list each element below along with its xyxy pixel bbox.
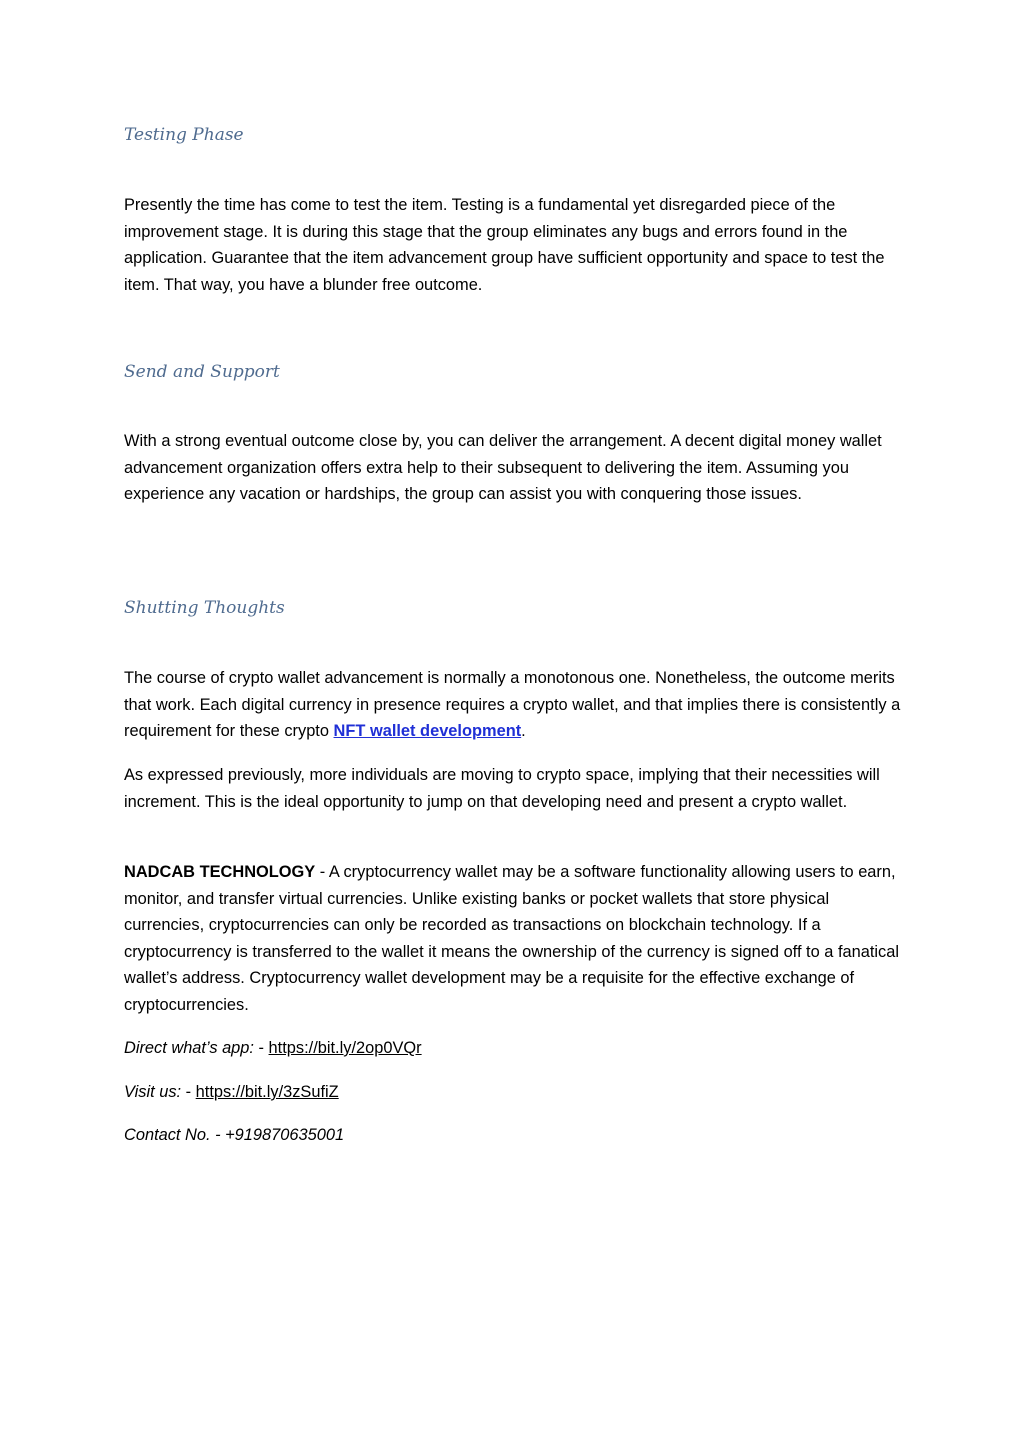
heading-send-and-support: Send and Support <box>124 362 280 382</box>
heading-testing-phase: Testing Phase <box>124 125 244 145</box>
paragraph-testing-phase: Presently the time has come to test the item. Testing is a fundamental yet disregarded piece of the improvement stage. It is during this stage that the group eliminates any bugs and errors found in the application. Guarantee that the item advancement group have sufficient opportunity and space to test the item. That way, you have a blunder free outcome. <box>124 196 885 294</box>
company-name: NADCAB TECHNOLOGY <box>124 863 316 881</box>
nft-wallet-development-link[interactable]: NFT wallet development <box>333 722 522 740</box>
whatsapp-label: Direct what’s app: <box>124 1039 259 1057</box>
visit-label: Visit us: <box>124 1083 186 1101</box>
paragraph-text: The course of crypto wallet advancement is normally a monotonous one. Nonetheless, the outcome merits that work. Each digital currency in presence requires a crypto wallet, and that implies there is consistently a requirement for these crypto <box>124 669 901 740</box>
whatsapp-link[interactable]: https://bit.ly/2op0VQr <box>268 1039 422 1057</box>
paragraph-text-end: . <box>521 722 526 740</box>
whatsapp-line <box>124 1035 904 1062</box>
heading-shutting-thoughts: Shutting Thoughts <box>124 598 285 618</box>
paragraph-expressed: As expressed previously, more individuals are moving to crypto space, implying that their necessities will increment. This is the ideal opportunity to jump on that developing need and present a crypto wallet. <box>124 766 880 811</box>
contact-number: Contact No. - +919870635001 <box>124 1126 345 1144</box>
company-description: - A cryptocurrency wallet may be a software functionality allowing users to earn, monitor, and transfer virtual currencies. Unlike existing banks or pocket wallets that store physical currencies, cryptocurrencies can only be recorded as transactions on blockchain technology. If a cryptocurrency is transferred to the wallet it means the ownership of the currency is signed off to a fanatical wallet’s address. Cryptocurrency wallet development may be a requisite for the effective exchange of cryptocurrencies. <box>124 863 899 1014</box>
paragraph-shutting-thoughts <box>124 665 904 745</box>
whatsapp-separator: - <box>258 1039 269 1057</box>
visit-link[interactable]: https://bit.ly/3zSufiZ <box>195 1083 339 1101</box>
visit-separator: - <box>185 1083 196 1101</box>
paragraph-send-and-support: With a strong eventual outcome close by, you can deliver the arrangement. A decent digital money wallet advancement organization offers extra help to their subsequent to delivering the item. Assuming you experience any vacation or hardships, the group can assist you with conquering those issues. <box>124 432 882 503</box>
paragraph-company <box>124 859 904 1018</box>
visit-line <box>124 1079 904 1106</box>
